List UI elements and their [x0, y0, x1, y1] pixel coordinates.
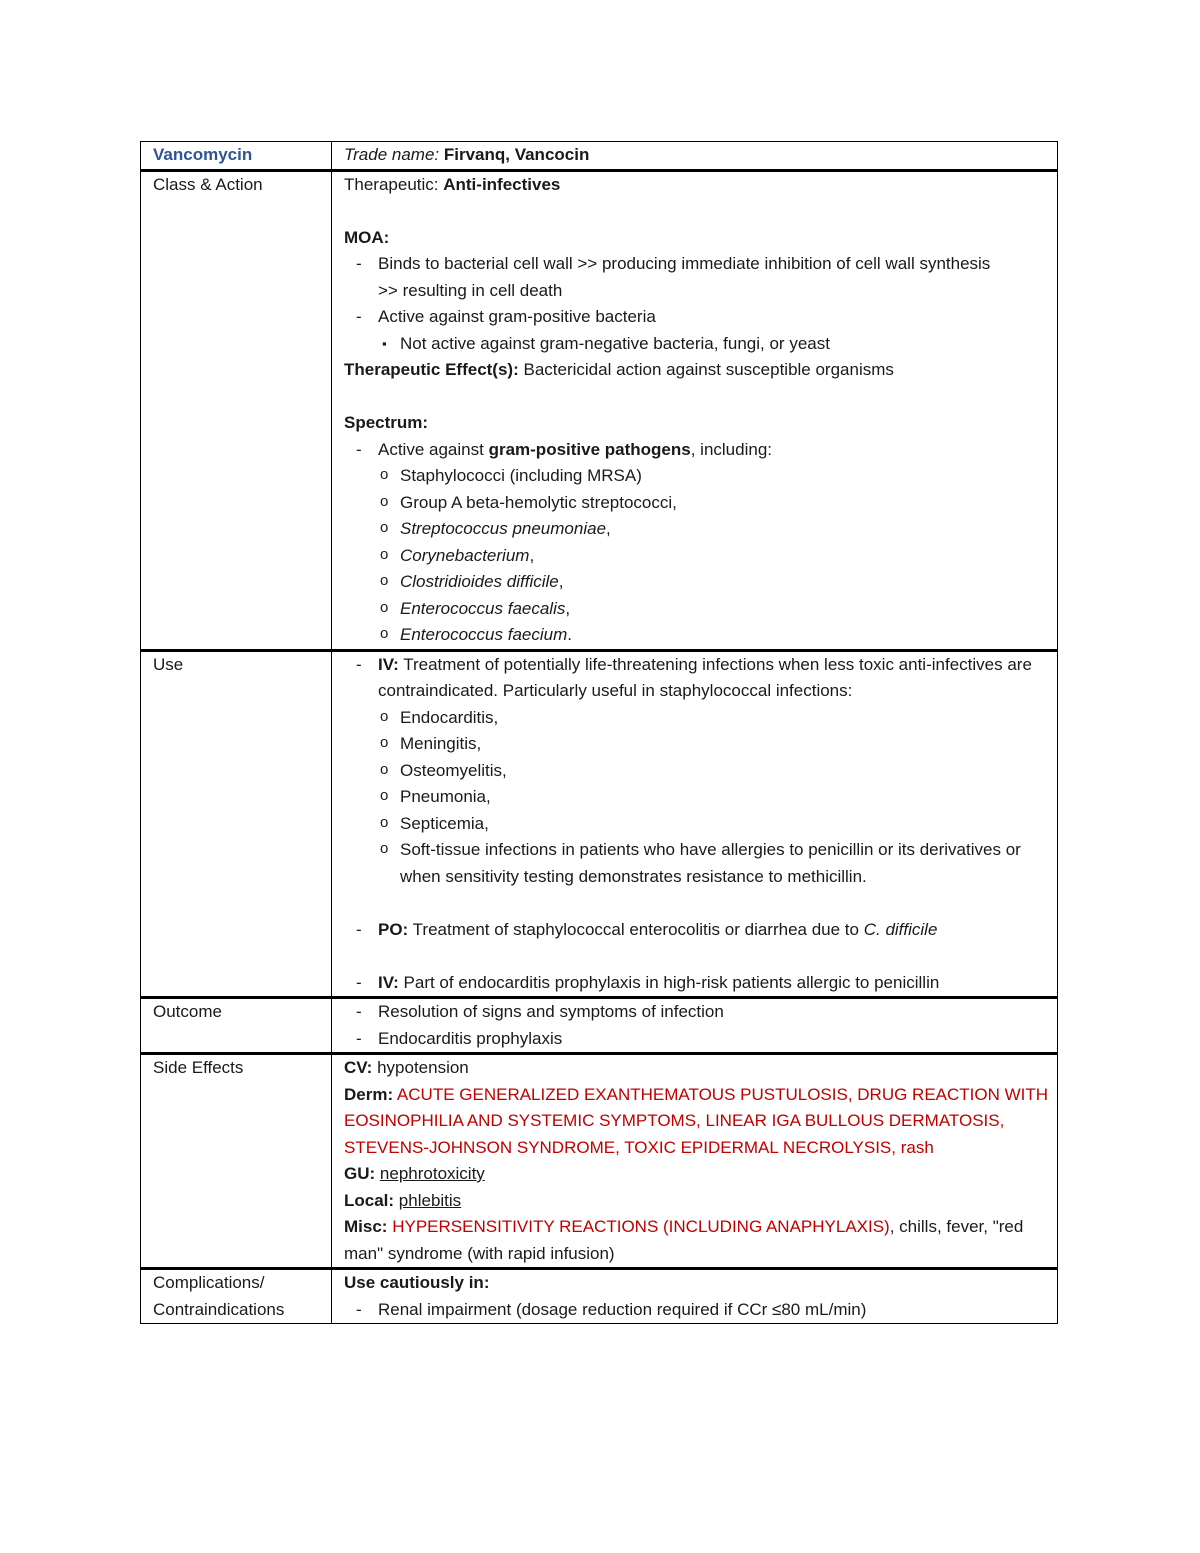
class-action-row	[141, 170, 1058, 650]
caution-list	[344, 1297, 1049, 1324]
moa-list	[344, 251, 1049, 357]
list-item: o Corynebacterium,	[378, 543, 1049, 570]
list-item: o Staphylococci (including MRSA)	[378, 463, 1049, 490]
list-item: - Binds to bacterial cell wall >> producing immediate inhibition of cell wall synthesis >> resulting in cell death	[344, 251, 1049, 304]
moa-heading: MOA:	[344, 227, 390, 247]
list-item: o Endocarditis,	[378, 705, 1049, 732]
side-effect-cv: CV: hypotension	[344, 1058, 469, 1077]
list-item: o Osteomyelitis,	[378, 758, 1049, 785]
list-item: - Active against gram-positive pathogens, including: o Staphylococci (including MRSA) o Group A beta-hemolytic streptococci, o Streptococcus pneumoniae, o Corynebacterium, o Clostridioides difficile, o Enterococcus faecalis, o Enterococcus faecium.	[344, 437, 1049, 649]
class-action-label: Class & Action	[141, 170, 332, 650]
list-item: o Pneumonia,	[378, 784, 1049, 811]
therapeutic-class: Therapeutic: Anti-infectives	[344, 174, 561, 194]
outcome-content	[332, 998, 1058, 1054]
header-row	[141, 142, 1058, 171]
side-effects-content	[332, 1054, 1058, 1269]
list-item: o Soft-tissue infections in patients who have allergies to penicillin or its derivatives or when sensitivity testing demonstrates resistance to methicillin.	[378, 837, 1049, 890]
list-item: ▪ Not active against gram-negative bacteria, fungi, or yeast	[378, 331, 1049, 358]
side-effect-local: Local: phlebitis	[344, 1190, 462, 1210]
trade-name-label: Trade name:	[344, 145, 440, 164]
side-effects-label: Side Effects	[141, 1054, 332, 1269]
spectrum-heading: Spectrum:	[344, 413, 429, 432]
organism-list	[378, 463, 1049, 649]
use-list	[344, 652, 1049, 997]
drug-name: Vancomycin	[153, 145, 253, 164]
list-item: - Resolution of signs and symptoms of infection	[344, 999, 1049, 1026]
drug-card-table	[140, 141, 1058, 1324]
outcome-label: Outcome	[141, 998, 332, 1054]
side-effects-row	[141, 1054, 1058, 1269]
list-item: - Active against gram-positive bacteria ▪ Not active against gram-negative bacteria, fungi, or yeast	[344, 304, 1049, 357]
list-item: - IV: Treatment of potentially life-threatening infections when less toxic anti-infectives are contraindicated. Particularly useful in staphylococcal infections: o Endocarditis, o Meningitis, o Osteomyelitis, o Pneumonia, o Septicemia, o Soft-tissue infections in patients who have allergies to penicillin or its derivatives or when sensitivity testing demonstrates resistance to methicillin.	[344, 652, 1049, 917]
list-item: - Endocarditis prophylaxis	[344, 1026, 1049, 1053]
list-item: - PO: Treatment of staphylococcal enterocolitis or diarrhea due to C. difficile	[344, 917, 1049, 970]
spectrum-list	[344, 437, 1049, 649]
side-effect-gu: GU: nephrotoxicity	[344, 1164, 485, 1183]
list-item: o Enterococcus faecium.	[378, 622, 1049, 649]
list-item: o Streptococcus pneumoniae,	[378, 516, 1049, 543]
list-item: - IV: Part of endocarditis prophylaxis in high-risk patients allergic to penicillin	[344, 970, 1049, 997]
moa-sublist	[378, 331, 1049, 358]
use-label: Use	[141, 650, 332, 998]
side-effect-derm: Derm: ACUTE GENERALIZED EXANTHEMATOUS PUSTULOSIS, DRUG REACTION WITH EOSINOPHILIA AND SYSTEMIC SYMPTOMS, LINEAR IGA BULLOUS DERMATOSIS, STEVENS-JOHNSON SYNDROME, TOXIC EPIDERMAL NECROLYSIS, rash	[344, 1084, 1049, 1157]
infection-list	[378, 705, 1049, 891]
list-item: o Meningitis,	[378, 731, 1049, 758]
drug-name-cell	[141, 142, 332, 171]
use-row	[141, 650, 1058, 998]
list-item: o Septicemia,	[378, 811, 1049, 838]
list-item: o Enterococcus faecalis,	[378, 596, 1049, 623]
list-item: - Renal impairment (dosage reduction required if CCr ≤80 mL/min)	[344, 1297, 1049, 1324]
list-item: o Clostridioides difficile,	[378, 569, 1049, 596]
therapeutic-effect: Therapeutic Effect(s): Bactericidal action against susceptible organisms	[344, 360, 894, 379]
outcome-row	[141, 998, 1058, 1054]
complications-content	[332, 1269, 1058, 1324]
caution-heading: Use cautiously in:	[344, 1273, 490, 1292]
trade-names: Firvanq, Vancocin	[443, 145, 590, 164]
complications-row	[141, 1269, 1058, 1324]
complications-label: Complications/ Contraindications	[141, 1269, 332, 1324]
list-item: o Group A beta-hemolytic streptococci,	[378, 490, 1049, 517]
use-content	[332, 650, 1058, 998]
trade-name-cell	[332, 142, 1058, 171]
side-effect-misc: Misc: HYPERSENSITIVITY REACTIONS (INCLUDING ANAPHYLAXIS), chills, fever, "red man" syndrome (with rapid infusion)	[344, 1217, 1024, 1263]
outcome-list	[344, 999, 1049, 1052]
class-action-content	[332, 170, 1058, 650]
